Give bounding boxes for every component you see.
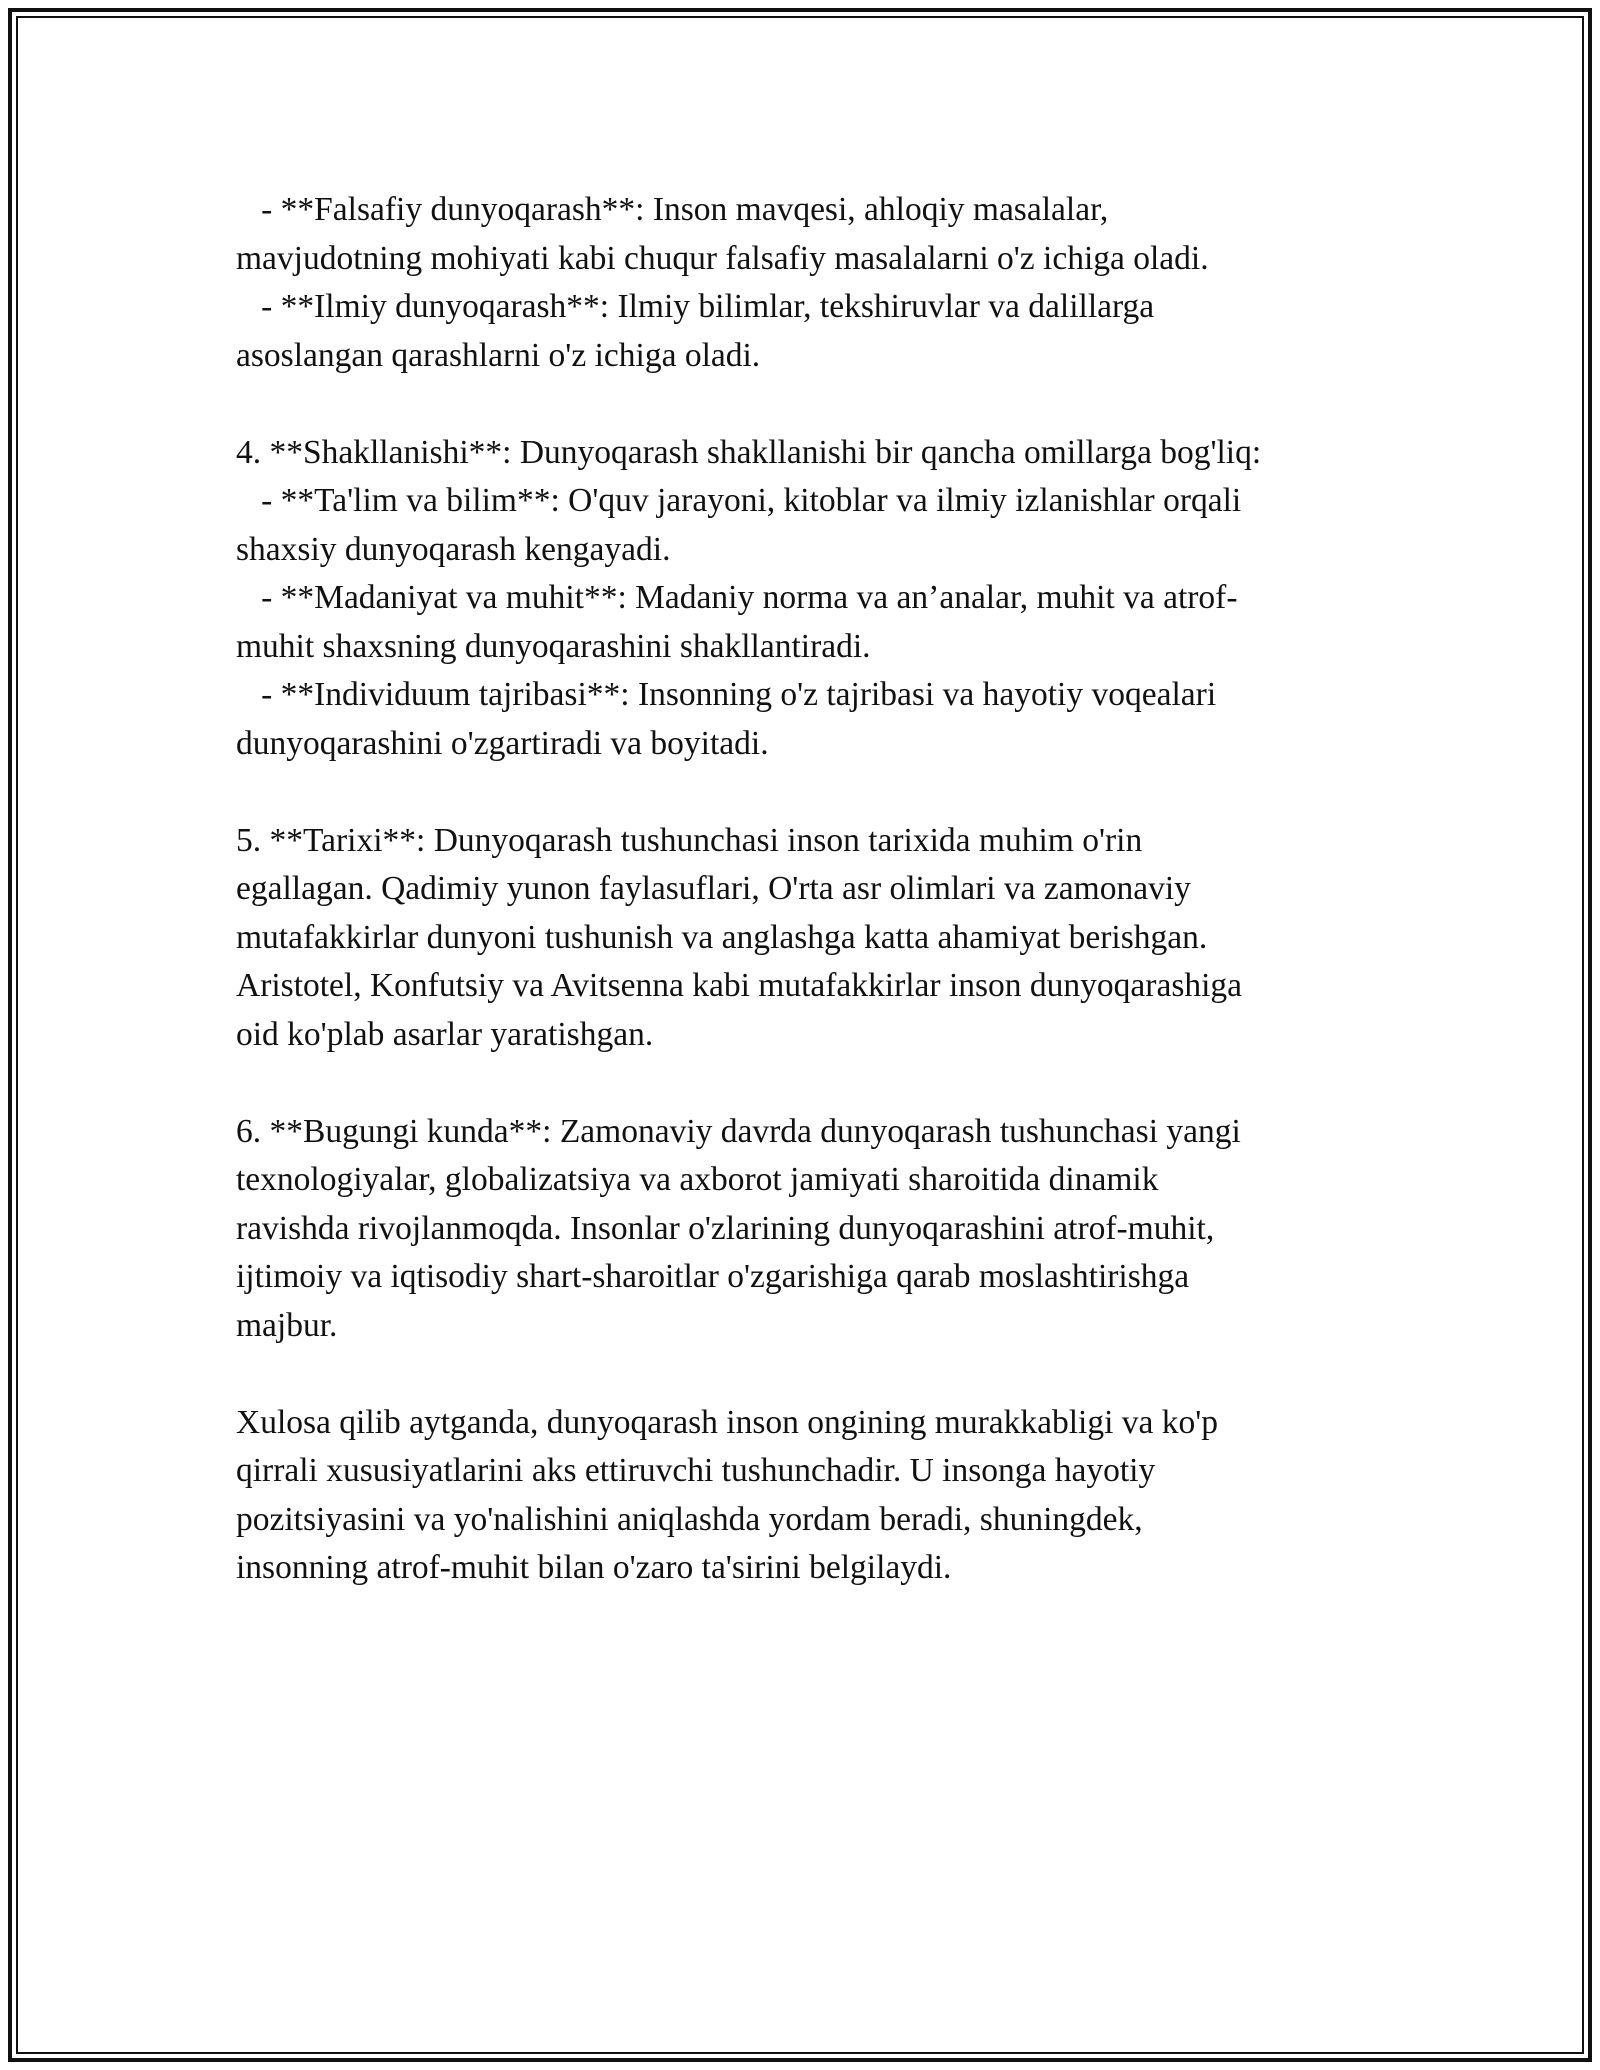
text-line: ijtimoiy va iqtisodiy shart-sharoitlar o'zgarishiga qarab moslashtirishga xyxy=(236,1258,1190,1295)
text-line: - **Ilmiy dunyoqarash**: Ilmiy bilimlar, tekshiruvlar va dalillarga xyxy=(236,288,1155,325)
paragraph-gap xyxy=(236,768,1386,817)
text-line: egallagan. Qadimiy yunon faylasuflari, O'rta asr olimlari va zamonaviy xyxy=(236,870,1191,907)
text-line: dunyoqarashini o'zgartiradi va boyitadi. xyxy=(236,724,769,762)
text-line: 6. **Bugungi kunda**: Zamonaviy davrda dunyoqarash tushunchasi yangi xyxy=(236,1112,1241,1150)
text-line: Xulosa qilib aytganda, dunyoqarash inson ongining murakkabligi va ko'p xyxy=(236,1403,1219,1441)
document-body xyxy=(236,186,1386,1593)
text-line: oid ko'plab asarlar yaratishgan. xyxy=(236,1015,654,1053)
text-line: - **Individuum tajribasi**: Insonning o'z tajribasi va hayotiy voqealari xyxy=(236,676,1217,713)
text-line: muhit shaxsning dunyoqarashini shakllantiradi. xyxy=(236,627,871,665)
text-line: mavjudotning mohiyati kabi chuqur falsafiy masalalarni o'z ichiga oladi. xyxy=(236,239,1209,277)
text-line: Aristotel, Konfutsiy va Avitsenna kabi mutafakkirlar inson dunyoqarashiga xyxy=(236,967,1243,1004)
text-line: 4. **Shakllanishi**: Dunyoqarash shakllanishi bir qancha omillarga bog'liq: xyxy=(236,433,1262,471)
text-line: ravishda rivojlanmoqda. Insonlar o'zlarining dunyoqarashini atrof-muhit, xyxy=(236,1209,1215,1247)
paragraph-gap xyxy=(236,1350,1386,1399)
text-line: majbur. xyxy=(236,1306,338,1344)
text-line: 5. **Tarixi**: Dunyoqarash tushunchasi inson tarixida muhim o'rin xyxy=(236,821,1143,859)
text-line: - **Falsafiy dunyoqarash**: Inson mavqesi, ahloqiy masalalar, xyxy=(236,191,1109,228)
text-line: shaxsiy dunyoqarash kengayadi. xyxy=(236,530,671,568)
text-line: pozitsiyasini va yo'nalishini aniqlashda yordam beradi, shuningdek, xyxy=(236,1500,1143,1538)
text-line: mutafakkirlar dunyoni tushunish va anglashga katta ahamiyat berishgan. xyxy=(236,918,1208,956)
text-line: qirrali xususiyatlarini aks ettiruvchi tushunchadir. U insonga hayotiy xyxy=(236,1452,1156,1489)
text-line: texnologiyalar, globalizatsiya va axborot jamiyati sharoitida dinamik xyxy=(236,1161,1159,1198)
text-line: - **Madaniyat va muhit**: Madaniy norma va an’analar, muhit va atrof- xyxy=(236,579,1238,616)
paragraph-gap xyxy=(236,380,1386,429)
text-line: insonning atrof-muhit bilan o'zaro ta'sirini belgilaydi. xyxy=(236,1549,952,1586)
text-line: asoslangan qarashlarni o'z ichiga oladi. xyxy=(236,336,761,374)
text-line: - **Ta'lim va bilim**: O'quv jarayoni, kitoblar va ilmiy izlanishlar orqali xyxy=(236,482,1242,519)
paragraph-gap xyxy=(236,1059,1386,1108)
